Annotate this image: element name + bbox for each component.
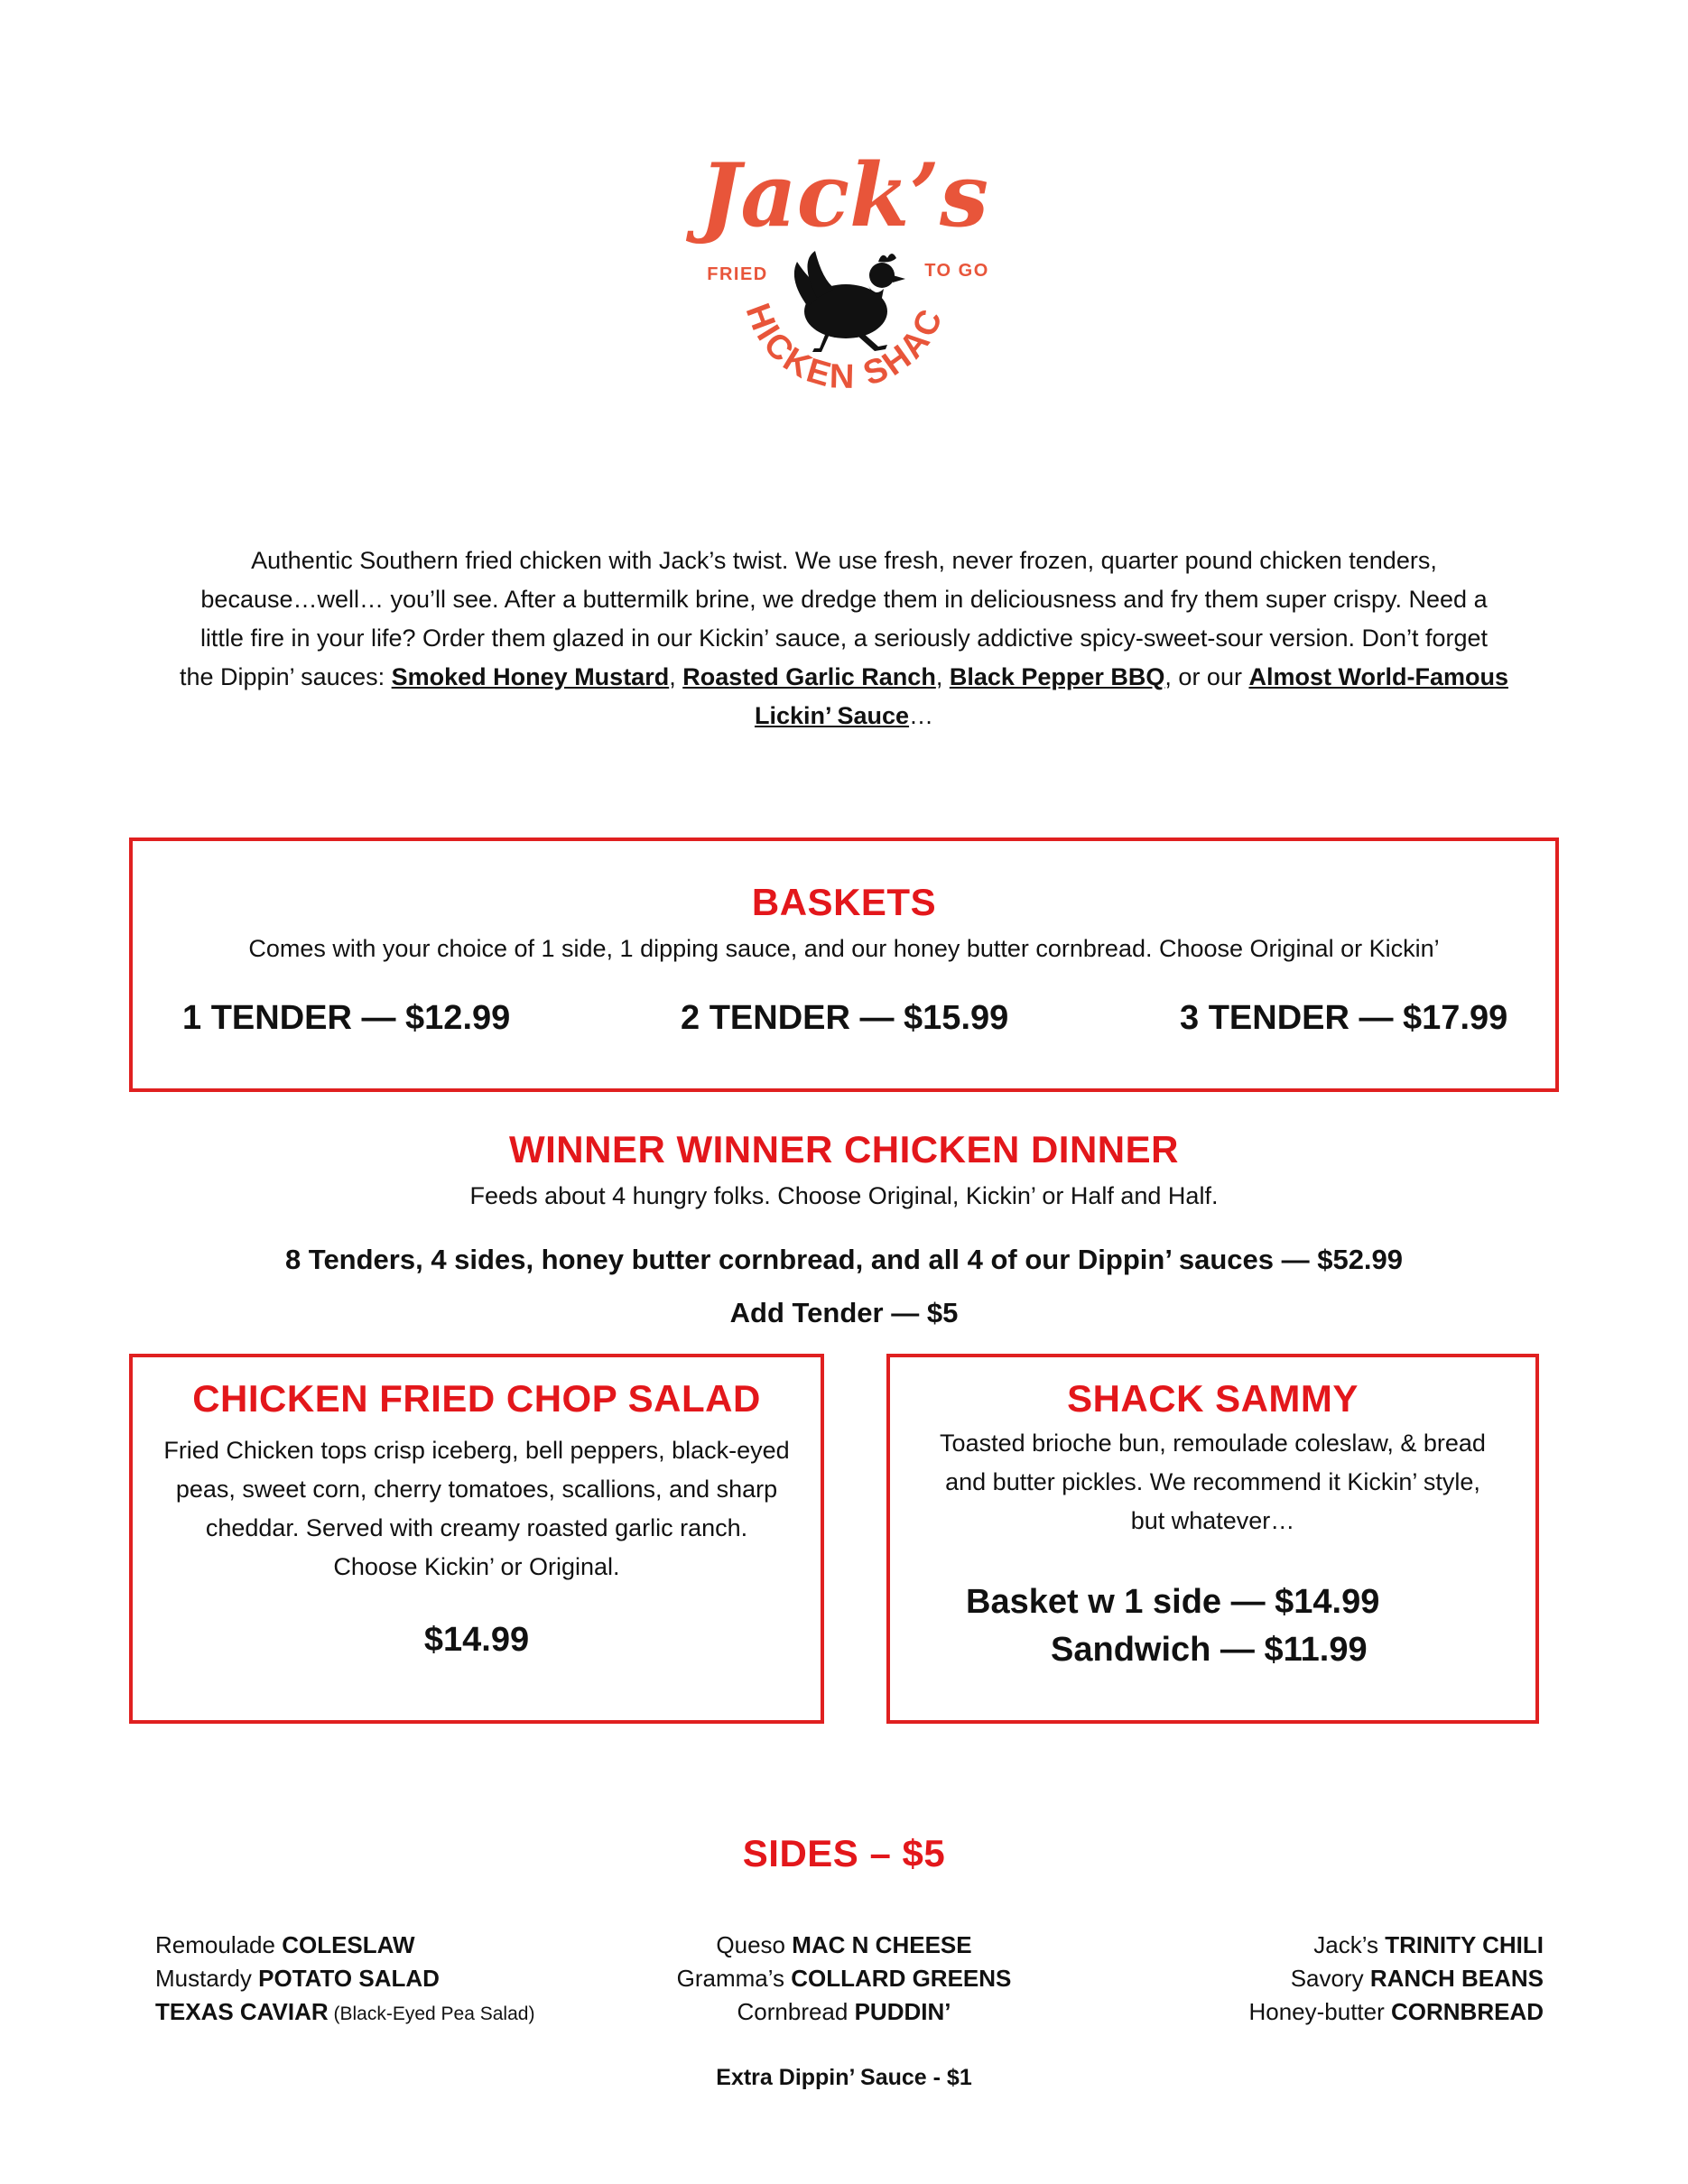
sammy-title: SHACK SAMMY bbox=[1067, 1377, 1359, 1420]
side-prefix: Savory bbox=[1290, 1965, 1370, 1992]
shack-sammy-section bbox=[886, 1354, 1539, 1724]
baskets-subtitle: Comes with your choice of 1 side, 1 dipping sauce, and our honey butter cornbread. Choose Original or Kickin’ bbox=[248, 935, 1440, 962]
salad-description bbox=[133, 1431, 821, 1587]
side-prefix: Queso bbox=[716, 1931, 793, 1958]
side-name: MAC N CHEESE bbox=[792, 1931, 972, 1958]
brand-logo bbox=[682, 126, 1006, 433]
sauce-roasted-garlic-ranch: Roasted Garlic Ranch bbox=[682, 663, 936, 690]
side-name: RANCH BEANS bbox=[1369, 1965, 1544, 1992]
dinner-subtitle: Feeds about 4 hungry folks. Choose Original, Kickin’ or Half and Half. bbox=[469, 1182, 1219, 1209]
dinner-title: WINNER WINNER CHICKEN DINNER bbox=[509, 1128, 1179, 1171]
basket-1-tender: 1 TENDER — $12.99 bbox=[182, 999, 511, 1037]
intro-text: , bbox=[669, 663, 683, 690]
logo-script-title: Jack’s bbox=[699, 144, 989, 246]
sammy-basket-price: Basket w 1 side — $14.99 bbox=[966, 1583, 1380, 1621]
salad-line: peas, sweet corn, cherry tomatoes, scallions, and sharp bbox=[175, 1476, 778, 1503]
intro-text: , or our bbox=[1164, 663, 1249, 690]
logo-right-tag: TO GO bbox=[924, 261, 989, 281]
sammy-line: but whatever… bbox=[1130, 1507, 1295, 1534]
sammy-sandwich-price: Sandwich — $11.99 bbox=[1051, 1631, 1368, 1669]
side-item bbox=[1083, 1929, 1544, 1962]
side-name: PUDDIN’ bbox=[854, 1998, 951, 2025]
side-item bbox=[155, 1929, 625, 1962]
intro-line: little fire in your life? Order them glazed in our Kickin’ sauce, a seriously addictive spicy-sweet-sour version. Don’t forget bbox=[199, 625, 1489, 652]
side-prefix: Cornbread bbox=[737, 1998, 855, 2025]
chop-salad-section bbox=[129, 1354, 824, 1724]
salad-price: $14.99 bbox=[423, 1621, 530, 1659]
side-item bbox=[614, 1995, 1074, 2029]
salad-line: cheddar. Served with creamy roasted garlic ranch. bbox=[205, 1514, 748, 1541]
logo-arc-text: HICKEN SHAC bbox=[737, 299, 951, 397]
intro-text: … bbox=[909, 702, 934, 729]
extra-sauce-price: Extra Dippin’ Sauce - $1 bbox=[716, 2065, 972, 2090]
side-item bbox=[155, 1962, 625, 1995]
dinner-offer: 8 Tenders, 4 sides, honey butter cornbread, and all 4 of our Dippin’ sauces — $52.99 bbox=[284, 1244, 1404, 1275]
dinner-addon: Add Tender — $5 bbox=[729, 1297, 959, 1328]
salad-title: CHICKEN FRIED CHOP SALAD bbox=[192, 1377, 761, 1420]
baskets-title: BASKETS bbox=[751, 881, 937, 923]
side-prefix: Mustardy bbox=[155, 1965, 259, 1992]
side-item bbox=[614, 1929, 1074, 1962]
sauce-smoked-honey-mustard: Smoked Honey Mustard bbox=[391, 663, 670, 690]
intro-line: Authentic Southern fried chicken with Jack’s twist. We use fresh, never frozen, quarter pound chicken tenders, bbox=[251, 547, 1437, 574]
intro-line bbox=[149, 658, 1539, 697]
salad-line: Fried Chicken tops crisp iceberg, bell peppers, black-eyed bbox=[163, 1437, 790, 1464]
side-name: TRINITY CHILI bbox=[1385, 1931, 1544, 1958]
sides-column-2 bbox=[614, 1929, 1074, 2029]
sides-column-3 bbox=[1083, 1929, 1544, 2029]
side-name: COLESLAW bbox=[282, 1931, 415, 1958]
sauce-lickin: Lickin’ Sauce bbox=[754, 702, 910, 729]
salad-line: Choose Kickin’ or Original. bbox=[333, 1553, 620, 1580]
side-name: TEXAS CAVIAR bbox=[155, 1998, 329, 2025]
side-item bbox=[614, 1962, 1074, 1995]
side-prefix: Gramma’s bbox=[676, 1965, 792, 1992]
intro-text: , bbox=[935, 663, 950, 690]
baskets-section bbox=[129, 838, 1559, 1092]
basket-3-tender: 3 TENDER — $17.99 bbox=[1180, 999, 1508, 1037]
side-name: POTATO SALAD bbox=[258, 1965, 440, 1992]
rooster-icon bbox=[794, 251, 905, 352]
sauce-black-pepper-bbq: Black Pepper BBQ bbox=[949, 663, 1165, 690]
side-note: (Black-Eyed Pea Salad) bbox=[328, 2004, 535, 2024]
side-item bbox=[155, 1995, 625, 2031]
side-prefix: Honey-butter bbox=[1248, 1998, 1391, 2025]
side-prefix: Remoulade bbox=[155, 1931, 283, 1958]
sammy-line: Toasted brioche bun, remoulade coleslaw, & bread bbox=[940, 1430, 1486, 1457]
sides-title: SIDES – $5 bbox=[742, 1832, 946, 1874]
side-item bbox=[1083, 1962, 1544, 1995]
side-name: COLLARD GREENS bbox=[791, 1965, 1012, 1992]
side-prefix: Jack’s bbox=[1313, 1931, 1386, 1958]
sammy-description bbox=[890, 1424, 1535, 1541]
sammy-line: and butter pickles. We recommend it Kickin’ style, bbox=[945, 1468, 1480, 1495]
basket-2-tender: 2 TENDER — $15.99 bbox=[681, 999, 1009, 1037]
intro-paragraph bbox=[149, 541, 1539, 736]
logo-graphic bbox=[682, 126, 1006, 433]
side-name: CORNBREAD bbox=[1391, 1998, 1544, 2025]
intro-line: because…well… you’ll see. After a buttermilk brine, we dredge them in deliciousness and fry them super crispy. Need a bbox=[200, 586, 1488, 613]
sauce-almost-world-famous: Almost World-Famous bbox=[1248, 663, 1508, 690]
intro-line bbox=[149, 697, 1539, 736]
logo-left-tag: FRIED bbox=[707, 264, 768, 284]
sides-column-1 bbox=[155, 1929, 625, 2031]
side-item bbox=[1083, 1995, 1544, 2029]
intro-text: the Dippin’ sauces: bbox=[180, 663, 392, 690]
